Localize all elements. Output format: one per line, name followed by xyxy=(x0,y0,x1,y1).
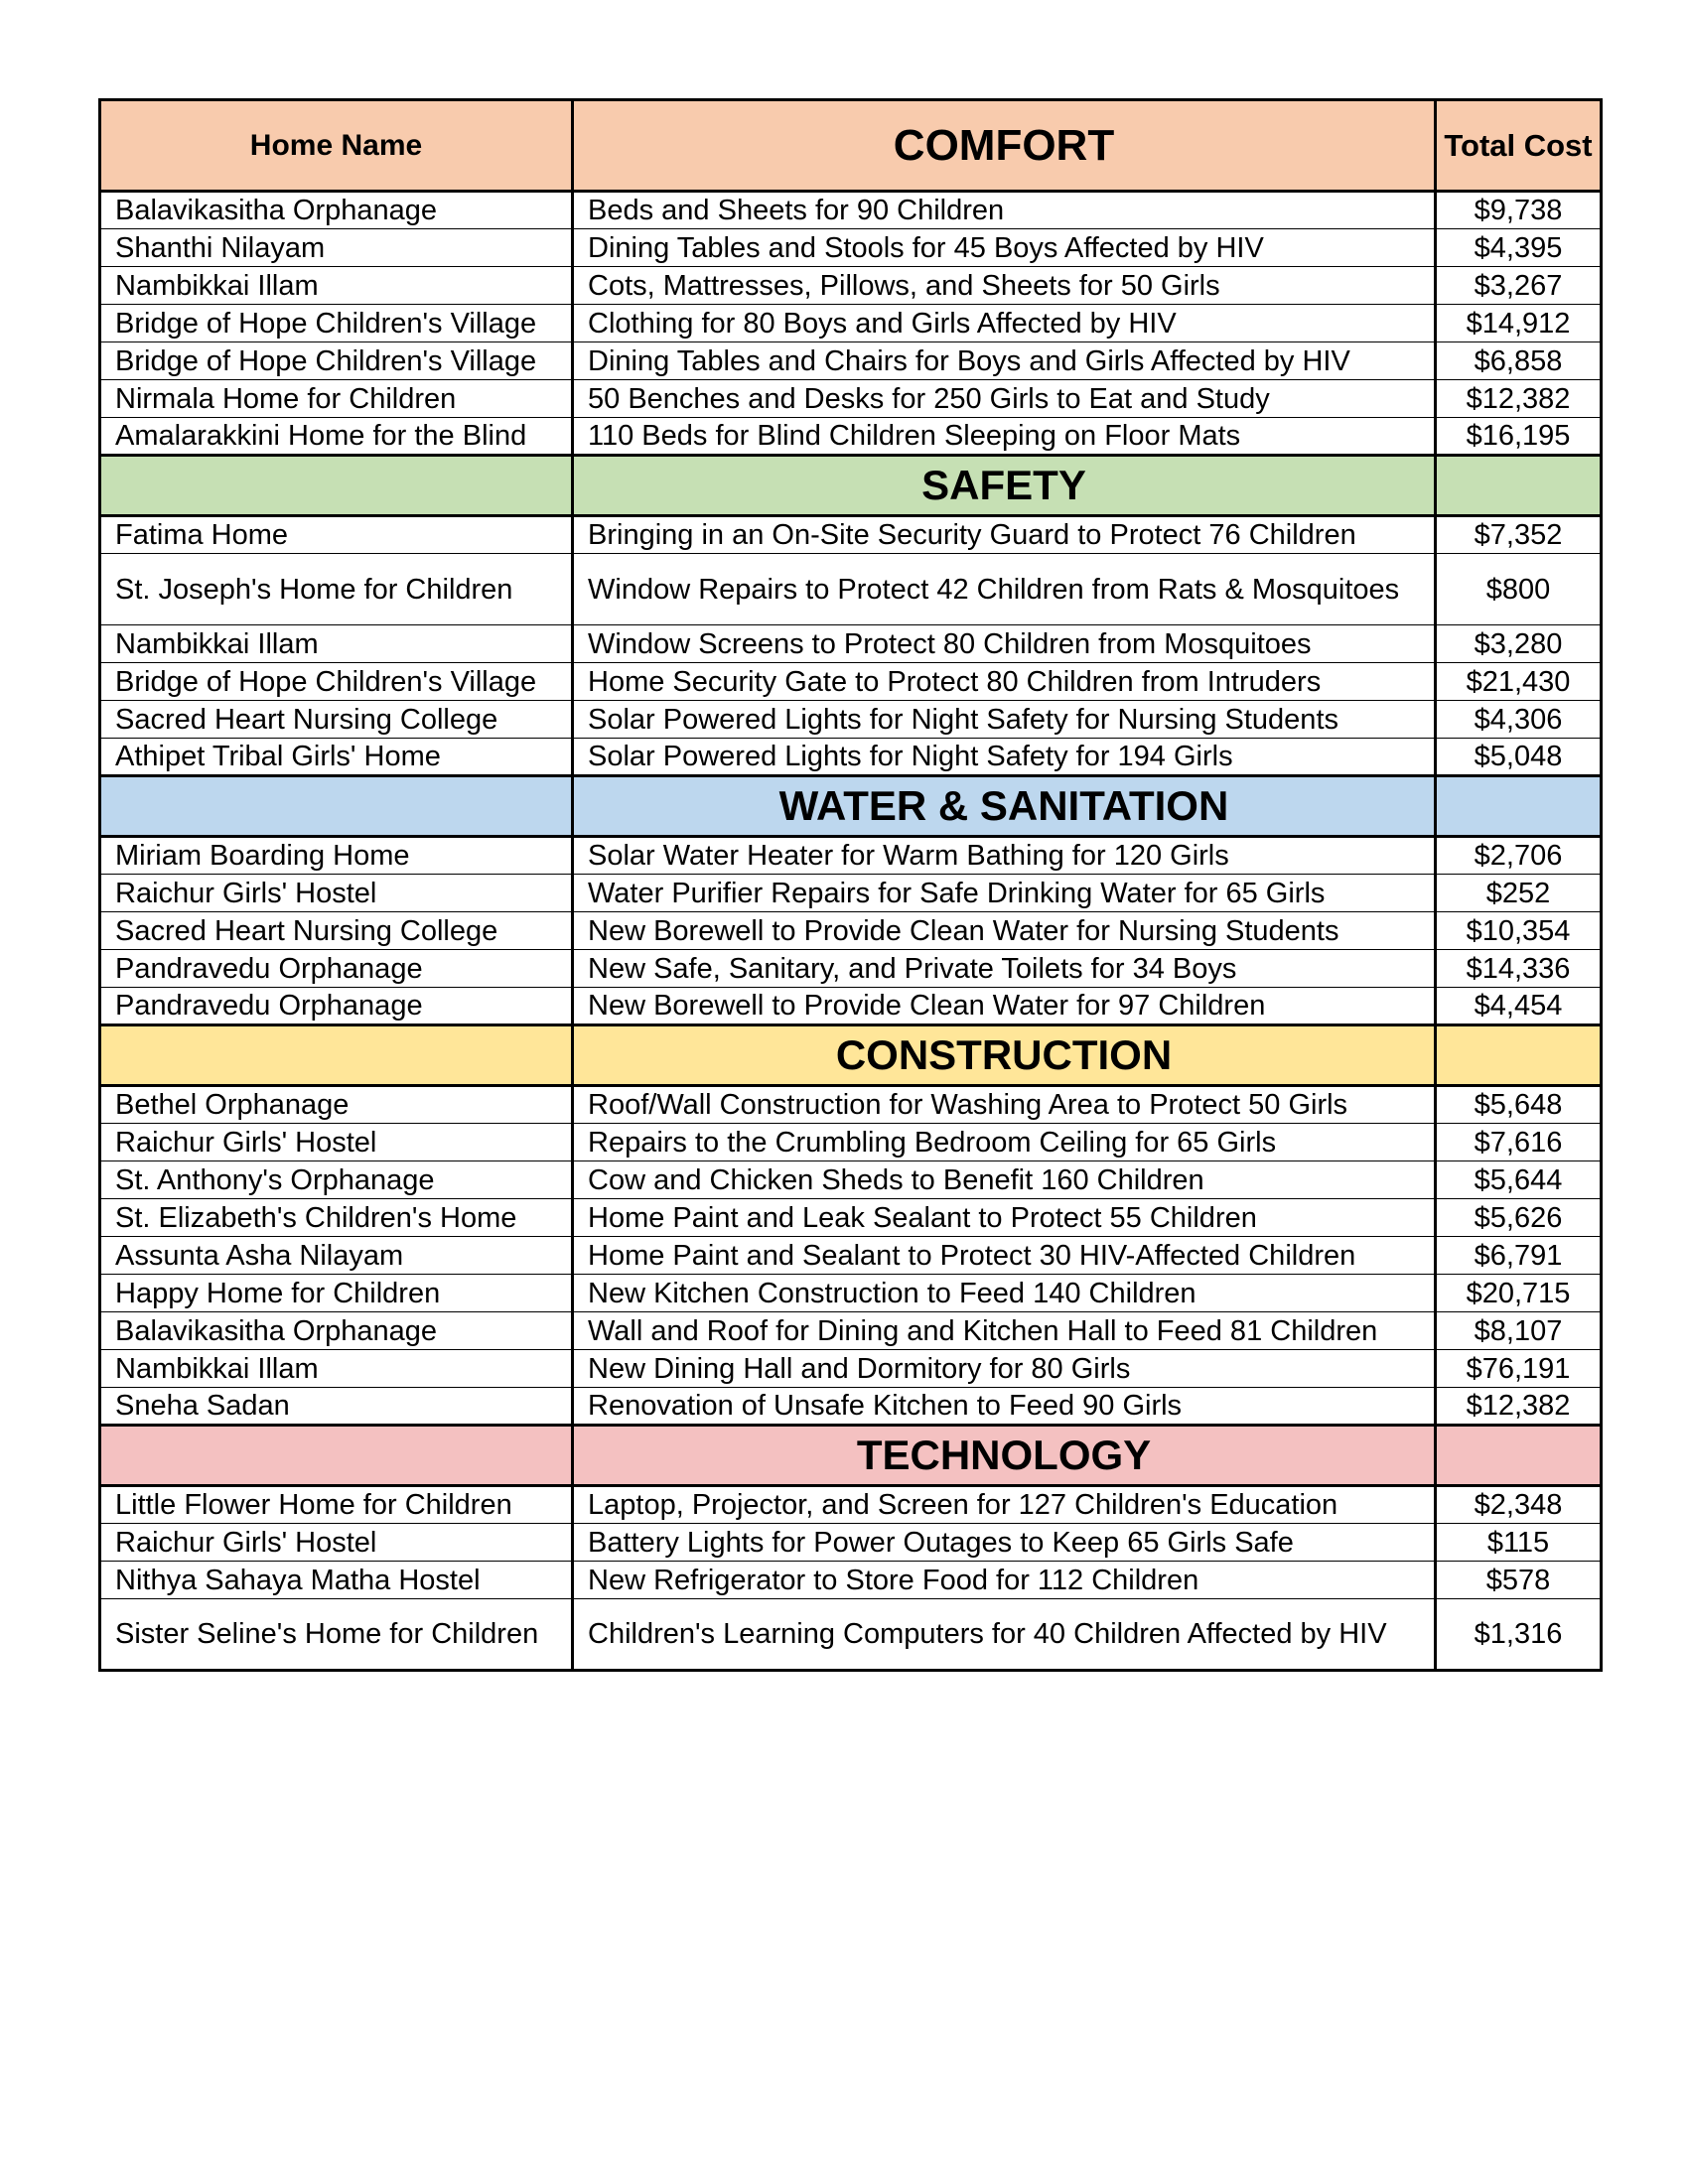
category-row xyxy=(100,456,1602,516)
total-cost-cell: $4,454 xyxy=(1436,988,1602,1025)
total-cost-cell: $5,644 xyxy=(1436,1161,1602,1199)
table-row xyxy=(100,739,1602,776)
total-cost-cell: $578 xyxy=(1436,1562,1602,1599)
total-cost-cell: $9,738 xyxy=(1436,192,1602,229)
total-cost-cell: $5,648 xyxy=(1436,1086,1602,1124)
total-cost-cell: $12,382 xyxy=(1436,1388,1602,1426)
home-name-cell: Amalarakkini Home for the Blind xyxy=(100,418,573,456)
total-cost-cell: $2,348 xyxy=(1436,1486,1602,1524)
category-blank-cell xyxy=(1436,456,1602,516)
home-name-cell: Raichur Girls' Hostel xyxy=(100,1124,573,1161)
category-blank-cell xyxy=(1436,1426,1602,1486)
home-name-cell: Fatima Home xyxy=(100,516,573,554)
home-name-cell: St. Elizabeth's Children's Home xyxy=(100,1199,573,1237)
total-cost-cell: $6,858 xyxy=(1436,342,1602,380)
project-description-cell: Home Security Gate to Protect 80 Children from Intruders xyxy=(573,663,1436,701)
total-cost-cell: $76,191 xyxy=(1436,1350,1602,1388)
home-name-cell: Athipet Tribal Girls' Home xyxy=(100,739,573,776)
home-name-cell: Balavikasitha Orphanage xyxy=(100,192,573,229)
total-cost-cell: $7,352 xyxy=(1436,516,1602,554)
table-row xyxy=(100,1124,1602,1161)
total-cost-cell: $5,626 xyxy=(1436,1199,1602,1237)
home-name-cell: Bridge of Hope Children's Village xyxy=(100,342,573,380)
table-row xyxy=(100,701,1602,739)
project-description-cell: 110 Beds for Blind Children Sleeping on Floor Mats xyxy=(573,418,1436,456)
table-row xyxy=(100,625,1602,663)
category-title: CONSTRUCTION xyxy=(573,1025,1436,1086)
project-description-cell: New Safe, Sanitary, and Private Toilets for 34 Boys xyxy=(573,950,1436,988)
home-name-cell: Raichur Girls' Hostel xyxy=(100,875,573,912)
table-row xyxy=(100,837,1602,875)
home-name-cell: Shanthi Nilayam xyxy=(100,229,573,267)
total-cost-cell: $115 xyxy=(1436,1524,1602,1562)
project-description-cell: Clothing for 80 Boys and Girls Affected by HIV xyxy=(573,305,1436,342)
home-name-cell: Nambikkai Illam xyxy=(100,1350,573,1388)
home-name-cell: Bridge of Hope Children's Village xyxy=(100,305,573,342)
project-description-cell: Laptop, Projector, and Screen for 127 Children's Education xyxy=(573,1486,1436,1524)
project-description-cell: Water Purifier Repairs for Safe Drinking Water for 65 Girls xyxy=(573,875,1436,912)
table-row xyxy=(100,305,1602,342)
home-name-cell: Sacred Heart Nursing College xyxy=(100,701,573,739)
table-row xyxy=(100,950,1602,988)
table-row xyxy=(100,1562,1602,1599)
table-row xyxy=(100,1161,1602,1199)
home-name-cell: St. Joseph's Home for Children xyxy=(100,554,573,625)
project-description-cell: Cow and Chicken Sheds to Benefit 160 Children xyxy=(573,1161,1436,1199)
category-title: WATER & SANITATION xyxy=(573,776,1436,837)
total-cost-cell: $14,912 xyxy=(1436,305,1602,342)
home-name-cell: Nithya Sahaya Matha Hostel xyxy=(100,1562,573,1599)
category-blank-cell xyxy=(100,776,573,837)
table-row xyxy=(100,1312,1602,1350)
home-name-cell: Raichur Girls' Hostel xyxy=(100,1524,573,1562)
total-cost-cell: $2,706 xyxy=(1436,837,1602,875)
total-cost-cell: $4,306 xyxy=(1436,701,1602,739)
project-description-cell: Dining Tables and Stools for 45 Boys Affected by HIV xyxy=(573,229,1436,267)
table-row xyxy=(100,1086,1602,1124)
home-name-cell: Sister Seline's Home for Children xyxy=(100,1599,573,1671)
total-cost-cell: $12,382 xyxy=(1436,380,1602,418)
project-description-cell: Bringing in an On-Site Security Guard to Protect 76 Children xyxy=(573,516,1436,554)
table-row xyxy=(100,988,1602,1025)
total-cost-cell: $8,107 xyxy=(1436,1312,1602,1350)
table-row xyxy=(100,1199,1602,1237)
total-cost-cell: $4,395 xyxy=(1436,229,1602,267)
table-row xyxy=(100,229,1602,267)
total-cost-cell: $800 xyxy=(1436,554,1602,625)
total-cost-cell: $10,354 xyxy=(1436,912,1602,950)
header-row xyxy=(100,100,1602,192)
project-description-cell: Renovation of Unsafe Kitchen to Feed 90 Girls xyxy=(573,1388,1436,1426)
project-description-cell: Battery Lights for Power Outages to Keep 65 Girls Safe xyxy=(573,1524,1436,1562)
total-cost-cell: $21,430 xyxy=(1436,663,1602,701)
project-description-cell: Wall and Roof for Dining and Kitchen Hall to Feed 81 Children xyxy=(573,1312,1436,1350)
total-cost-cell: $3,267 xyxy=(1436,267,1602,305)
table-row xyxy=(100,342,1602,380)
project-cost-table xyxy=(98,98,1603,1672)
home-name-cell: Bridge of Hope Children's Village xyxy=(100,663,573,701)
project-description-cell: New Dining Hall and Dormitory for 80 Girls xyxy=(573,1350,1436,1388)
home-name-cell: Happy Home for Children xyxy=(100,1275,573,1312)
total-cost-cell: $1,316 xyxy=(1436,1599,1602,1671)
category-blank-cell xyxy=(100,456,573,516)
total-cost-cell: $20,715 xyxy=(1436,1275,1602,1312)
project-description-cell: Home Paint and Sealant to Protect 30 HIV-Affected Children xyxy=(573,1237,1436,1275)
table-row xyxy=(100,380,1602,418)
home-name-cell: Bethel Orphanage xyxy=(100,1086,573,1124)
table-row xyxy=(100,267,1602,305)
table-row xyxy=(100,554,1602,625)
project-description-cell: Repairs to the Crumbling Bedroom Ceiling for 65 Girls xyxy=(573,1124,1436,1161)
project-description-cell: Solar Water Heater for Warm Bathing for 120 Girls xyxy=(573,837,1436,875)
project-description-cell: 50 Benches and Desks for 250 Girls to Eat and Study xyxy=(573,380,1436,418)
category-row xyxy=(100,1426,1602,1486)
category-blank-cell xyxy=(1436,776,1602,837)
project-description-cell: Home Paint and Leak Sealant to Protect 55 Children xyxy=(573,1199,1436,1237)
category-blank-cell xyxy=(100,1426,573,1486)
category-blank-cell xyxy=(100,1025,573,1086)
project-description-cell: Beds and Sheets for 90 Children xyxy=(573,192,1436,229)
project-description-cell: Children's Learning Computers for 40 Children Affected by HIV xyxy=(573,1599,1436,1671)
table-row xyxy=(100,875,1602,912)
home-name-cell: Balavikasitha Orphanage xyxy=(100,1312,573,1350)
table-row xyxy=(100,1350,1602,1388)
home-name-cell: St. Anthony's Orphanage xyxy=(100,1161,573,1199)
category-row xyxy=(100,776,1602,837)
home-name-cell: Pandravedu Orphanage xyxy=(100,988,573,1025)
project-description-cell: Solar Powered Lights for Night Safety for Nursing Students xyxy=(573,701,1436,739)
total-cost-header: Total Cost xyxy=(1436,100,1602,192)
project-description-cell: Dining Tables and Chairs for Boys and Girls Affected by HIV xyxy=(573,342,1436,380)
category-blank-cell xyxy=(1436,1025,1602,1086)
category-title: TECHNOLOGY xyxy=(573,1426,1436,1486)
category-title: SAFETY xyxy=(573,456,1436,516)
table-row xyxy=(100,1486,1602,1524)
table-row xyxy=(100,418,1602,456)
comfort-category-header: COMFORT xyxy=(573,100,1436,192)
table-row xyxy=(100,1275,1602,1312)
project-description-cell: New Borewell to Provide Clean Water for Nursing Students xyxy=(573,912,1436,950)
home-name-cell: Little Flower Home for Children xyxy=(100,1486,573,1524)
total-cost-cell: $6,791 xyxy=(1436,1237,1602,1275)
table-row xyxy=(100,1388,1602,1426)
home-name-cell: Nambikkai Illam xyxy=(100,267,573,305)
home-name-cell: Nirmala Home for Children xyxy=(100,380,573,418)
home-name-cell: Miriam Boarding Home xyxy=(100,837,573,875)
total-cost-cell: $3,280 xyxy=(1436,625,1602,663)
home-name-cell: Pandravedu Orphanage xyxy=(100,950,573,988)
table-body xyxy=(100,100,1602,1671)
project-description-cell: New Kitchen Construction to Feed 140 Children xyxy=(573,1275,1436,1312)
table-row xyxy=(100,192,1602,229)
table-row xyxy=(100,1599,1602,1671)
home-name-cell: Sacred Heart Nursing College xyxy=(100,912,573,950)
home-name-cell: Assunta Asha Nilayam xyxy=(100,1237,573,1275)
home-name-cell: Nambikkai Illam xyxy=(100,625,573,663)
total-cost-cell: $7,616 xyxy=(1436,1124,1602,1161)
table-row xyxy=(100,516,1602,554)
project-description-cell: New Borewell to Provide Clean Water for 97 Children xyxy=(573,988,1436,1025)
total-cost-cell: $5,048 xyxy=(1436,739,1602,776)
total-cost-cell: $14,336 xyxy=(1436,950,1602,988)
project-description-cell: New Refrigerator to Store Food for 112 Children xyxy=(573,1562,1436,1599)
project-description-cell: Window Screens to Protect 80 Children from Mosquitoes xyxy=(573,625,1436,663)
project-description-cell: Window Repairs to Protect 42 Children from Rats & Mosquitoes xyxy=(573,554,1436,625)
home-name-header: Home Name xyxy=(100,100,573,192)
table-row xyxy=(100,1237,1602,1275)
project-description-cell: Cots, Mattresses, Pillows, and Sheets for 50 Girls xyxy=(573,267,1436,305)
table-row xyxy=(100,1524,1602,1562)
table-row xyxy=(100,912,1602,950)
home-name-cell: Sneha Sadan xyxy=(100,1388,573,1426)
total-cost-cell: $252 xyxy=(1436,875,1602,912)
total-cost-cell: $16,195 xyxy=(1436,418,1602,456)
category-row xyxy=(100,1025,1602,1086)
table-row xyxy=(100,663,1602,701)
project-description-cell: Roof/Wall Construction for Washing Area to Protect 50 Girls xyxy=(573,1086,1436,1124)
project-description-cell: Solar Powered Lights for Night Safety for 194 Girls xyxy=(573,739,1436,776)
